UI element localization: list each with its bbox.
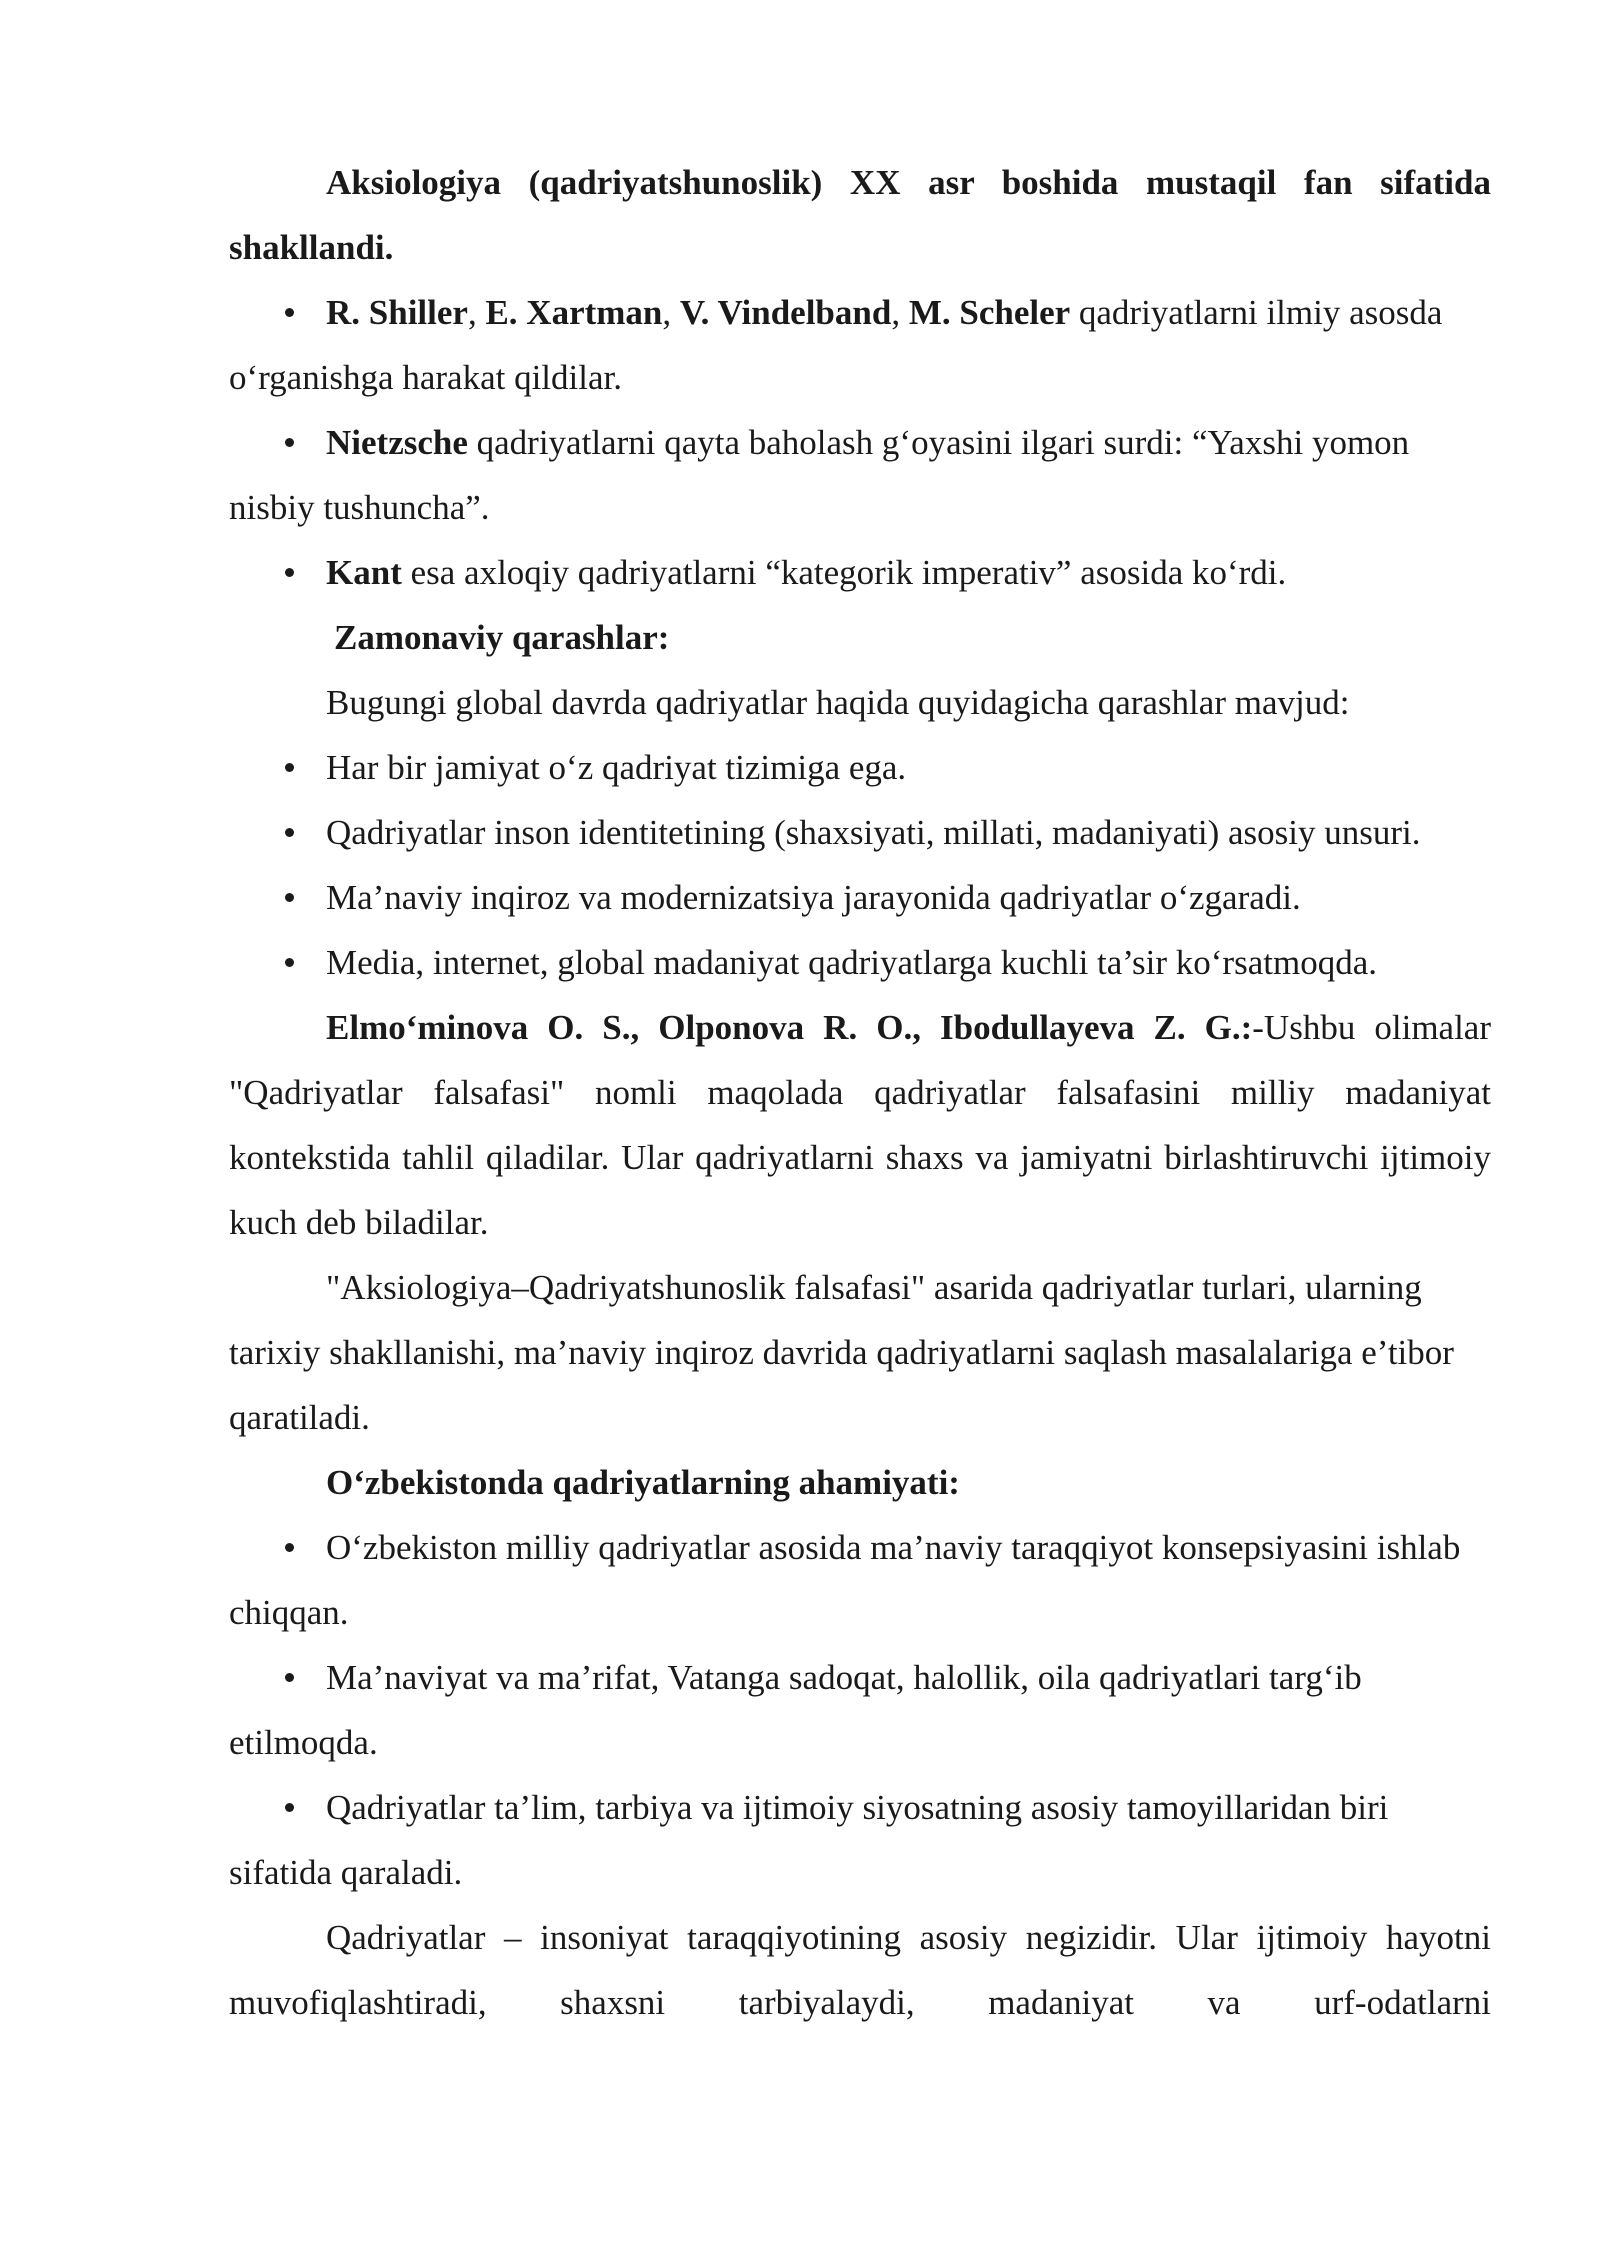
bullet-text: qadriyatlarni qayta baholash g‘oyasini ilgari surdi: “Yaxshi yomon nisbiy tushuncha”. — [229, 423, 1410, 527]
separator: , — [662, 293, 680, 332]
bullet-item: Qadriyatlar ta’lim, tarbiya va ijtimoiy siyosatning asosiy tamoyillaridan biri sifatida qaraladi. — [229, 1775, 1491, 1905]
heading-text: O‘zbekistonda qadriyatlarning ahamiyati: — [326, 1463, 960, 1502]
bullet-item: Ma’naviyat va ma’rifat, Vatanga sadoqat, halollik, oila qadriyatlari targ‘ib etilmoqda. — [229, 1645, 1491, 1775]
name-kant: Kant — [326, 553, 402, 592]
intro-bold-text: Aksiologiya (qadriyatshunoslik) XX asr boshida mustaqil fan sifatida shakllandi. — [229, 163, 1491, 267]
name-scheler: M. Scheler — [908, 293, 1071, 332]
bullet-item-nietzsche — [229, 410, 1491, 540]
paragraph-authors — [229, 995, 1491, 1255]
separator: , — [891, 293, 909, 332]
bullet-text: esa axloqiy qadriyatlarni “kategorik imperativ” asosida ko‘rdi. — [401, 553, 1287, 592]
section-heading-modern-views — [229, 605, 1491, 670]
name-xartman: E. Xartman — [485, 293, 663, 332]
name-nietzsche: Nietzsche — [326, 423, 468, 462]
bullet-item: Qadriyatlar inson identitetining (shaxsiyati, millati, madaniyati) asosiy unsuri. — [229, 800, 1491, 865]
heading-text: Zamonaviy qarashlar: — [334, 618, 670, 657]
name-vindelband: V. Vindelband — [679, 293, 892, 332]
bullet-item: O‘zbekiston milliy qadriyatlar asosida ma’naviy taraqqiyot konsepsiyasini ishlab chiqqan. — [229, 1515, 1491, 1645]
section-heading-uzbekistan — [229, 1450, 1491, 1515]
document-page — [229, 150, 1491, 2035]
paragraph-global-views: Bugungi global davrda qadriyatlar haqida quyidagicha qarashlar mavjud: — [326, 683, 1350, 722]
separator: , — [467, 293, 486, 332]
authors-bold: Elmo‘minova O. S., Olponova R. O., Ibodullayeva Z. G.: — [326, 1008, 1253, 1047]
intro-paragraph — [229, 150, 1491, 280]
bullet-item: Ma’naviy inqiroz va modernizatsiya jarayonida qadriyatlar o‘zgaradi. — [229, 865, 1491, 930]
bullet-text: qadriyatlarni ilmiy asosda o‘rganishga harakat qildilar. — [229, 293, 1443, 397]
name-shiller: R. Shiller — [326, 293, 468, 332]
authors-text: -Ushbu olimalar "Qadriyatlar falsafasi" nomli maqolada qadriyatlar falsafasini milliy madaniyat kontekstida tahlil qiladilar. Ular qadriyatlarni shaxs va jamiyatni birlashtiruvchi ijtimoiy kuch deb biladilar. — [229, 1008, 1491, 1242]
bullet-item-kant — [229, 540, 1491, 605]
paragraph-conclusion: Qadriyatlar – insoniyat taraqqiyotining asosiy negizidir. Ular ijtimoiy hayotni muvofiqlashtiradi, shaxsni tarbiyalaydi, madaniyat va urf-odatlarni — [229, 1918, 1491, 2022]
bullet-item: Media, internet, global madaniyat qadriyatlarga kuchli ta’sir ko‘rsatmoqda. — [229, 930, 1491, 995]
bullet-item-shiller — [229, 280, 1491, 410]
bullet-item: Har bir jamiyat o‘z qadriyat tizimiga ega. — [229, 735, 1491, 800]
paragraph-aksiologiya-book: "Aksiologiya–Qadriyatshunoslik falsafasi" asarida qadriyatlar turlari, ularning tarixiy shakllanishi, ma’naviy inqiroz davrida qadriyatlarni saqlash masalalariga e’tibor qaratiladi. — [229, 1268, 1454, 1437]
